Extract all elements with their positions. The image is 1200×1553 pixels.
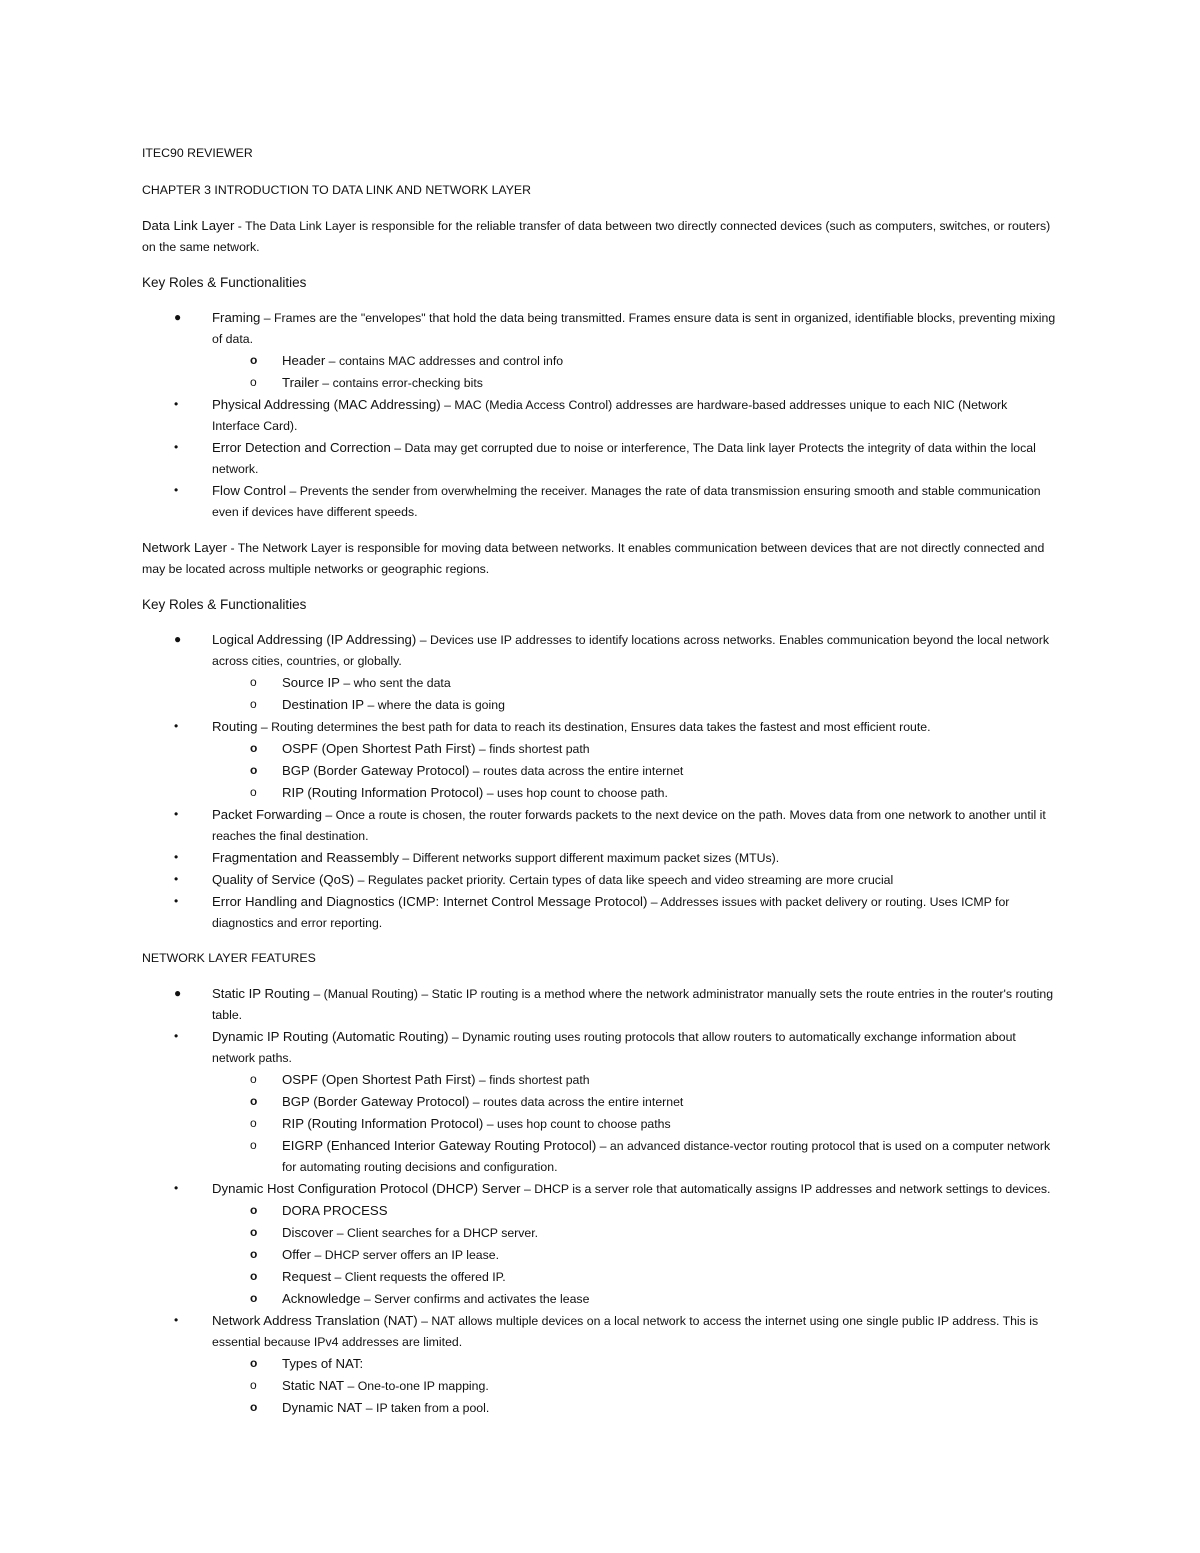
sub-item-term: Source IP — [282, 675, 340, 690]
bullet-icon: • — [174, 1313, 179, 1327]
circle-bullet-icon: o — [250, 1225, 258, 1239]
list-item — [142, 869, 1057, 891]
circle-bullet-icon: o — [250, 1378, 257, 1392]
circle-bullet-icon: o — [250, 763, 258, 777]
item-text: – Regulates packet priority. Certain types of data like speech and video streaming are more crucial — [354, 873, 894, 887]
sub-item-text: – IP taken from a pool. — [362, 1401, 490, 1415]
item-term: Flow Control — [212, 483, 287, 498]
bullet-icon: • — [174, 483, 179, 497]
bullet-icon: • — [174, 1181, 179, 1195]
features-heading: NETWORK LAYER FEATURES — [142, 951, 316, 965]
data-link-intro — [142, 215, 1057, 258]
sub-list-item — [212, 694, 1057, 716]
item-term: Framing — [212, 310, 261, 325]
item-text: – Data may get corrupted due to noise or interference, The Data link layer Protects the integrity of data within the local network. — [212, 441, 1036, 476]
sub-item-text: – uses hop count to choose path. — [483, 786, 668, 800]
sub-list-item — [212, 1135, 1057, 1178]
item-term: Physical Addressing (MAC Addressing) — [212, 397, 441, 412]
sub-list — [212, 1353, 1057, 1419]
circle-bullet-icon: o — [250, 1072, 257, 1086]
item-term: Routing — [212, 719, 258, 734]
sub-item-text: – Server confirms and activates the lease — [360, 1292, 590, 1306]
sub-item-term: Acknowledge — [282, 1291, 361, 1306]
sub-item-term: Request — [282, 1269, 332, 1284]
circle-bullet-icon: o — [250, 1203, 258, 1217]
list-item — [142, 1026, 1057, 1178]
sub-list — [212, 350, 1057, 394]
item-text: – Frames are the "envelopes" that hold the data being transmitted. Frames ensure data is sent in organized, identifiable blocks, preventing mixing of data. — [212, 311, 1056, 346]
list-item — [142, 983, 1057, 1026]
circle-bullet-icon: o — [250, 1138, 257, 1152]
data-link-term: Data Link Layer — [142, 218, 235, 233]
sub-item-text: – contains error-checking bits — [318, 376, 483, 390]
item-text: – Routing determines the best path for data to reach its destination, Ensures data takes the fastest and most efficient route. — [257, 720, 931, 734]
circle-bullet-icon: o — [250, 1400, 258, 1414]
circle-bullet-icon: o — [250, 1356, 258, 1370]
sub-item-term: Destination IP — [282, 697, 365, 712]
network-layer-text: - The Network Layer is responsible for moving data between networks. It enables communication between devices that are not directly connected and may be located across multiple networks or geographic regions. — [142, 541, 1045, 576]
sub-list-item — [212, 738, 1057, 760]
list-item — [142, 847, 1057, 869]
list-item — [142, 394, 1057, 437]
sub-item-term: EIGRP (Enhanced Interior Gateway Routing Protocol) — [282, 1138, 597, 1153]
item-term: Packet Forwarding — [212, 807, 322, 822]
sub-item-text: – routes data across the entire internet — [469, 1095, 684, 1109]
list-item — [142, 804, 1057, 847]
bullet-icon: • — [174, 1029, 179, 1043]
bullet-icon: ● — [174, 986, 182, 1000]
list-item — [142, 1178, 1057, 1310]
sub-item-term: BGP (Border Gateway Protocol) — [282, 1094, 470, 1109]
bullet-icon: • — [174, 872, 179, 886]
sub-item-term: Static NAT — [282, 1378, 345, 1393]
sub-item-text: – Client searches for a DHCP server. — [333, 1226, 539, 1240]
sub-list — [212, 672, 1057, 716]
chapter-heading: CHAPTER 3 INTRODUCTION TO DATA LINK AND NETWORK LAYER — [142, 183, 532, 197]
sub-item-term: OSPF (Open Shortest Path First) — [282, 1072, 476, 1087]
bullet-icon: • — [174, 719, 179, 733]
item-text: – Different networks support different maximum packet sizes (MTUs). — [398, 851, 780, 865]
sub-item-term: Offer — [282, 1247, 312, 1262]
sub-list-item — [212, 1222, 1057, 1244]
list-item — [142, 891, 1057, 934]
sub-list-item — [212, 1069, 1057, 1091]
sub-item-term: OSPF (Open Shortest Path First) — [282, 741, 476, 756]
bullet-icon: • — [174, 807, 179, 821]
sub-item-term: DORA PROCESS — [282, 1203, 388, 1218]
sub-item-term: RIP (Routing Information Protocol) — [282, 785, 484, 800]
item-text: – Dynamic routing uses routing protocols that allow routers to automatically exchange information about network paths. — [212, 1030, 1016, 1065]
data-link-roles-heading: Key Roles & Functionalities — [142, 275, 307, 290]
circle-bullet-icon: o — [250, 741, 258, 755]
sub-list — [212, 1069, 1057, 1178]
sub-item-text: – One-to-one IP mapping. — [344, 1379, 489, 1393]
item-term: Error Detection and Correction — [212, 440, 391, 455]
sub-list-item — [212, 1288, 1057, 1310]
sub-item-term: Types of NAT: — [282, 1356, 364, 1371]
item-text: – Prevents the sender from overwhelming the receiver. Manages the rate of data transmission ensuring smooth and stable communication even if devices have different speeds. — [212, 484, 1041, 519]
item-text: – (Manual Routing) – Static IP routing is a method where the network administrator manually sets the route entries in the router's routing table. — [212, 987, 1054, 1022]
sub-list-item — [212, 372, 1057, 394]
list-item — [142, 307, 1057, 394]
item-term: Error Handling and Diagnostics (ICMP: Internet Control Message Protocol) — [212, 894, 648, 909]
circle-bullet-icon: o — [250, 1094, 258, 1108]
features-list — [142, 983, 1057, 1419]
sub-list — [212, 1200, 1057, 1310]
bullet-icon: • — [174, 440, 179, 454]
sub-list-item — [212, 1375, 1057, 1397]
list-item — [142, 629, 1057, 716]
circle-bullet-icon: o — [250, 1116, 257, 1130]
circle-bullet-icon: o — [250, 353, 258, 367]
sub-list-item — [212, 1200, 1057, 1222]
item-text: – MAC (Media Access Control) addresses are hardware-based addresses unique to each NIC (Network Interface Card). — [212, 398, 1008, 433]
list-item — [142, 1310, 1057, 1419]
sub-list-item — [212, 1244, 1057, 1266]
sub-item-text: – where the data is going — [364, 698, 505, 712]
item-text: – Addresses issues with packet delivery or routing. Uses ICMP for diagnostics and error reporting. — [212, 895, 1010, 930]
item-term: Logical Addressing (IP Addressing) — [212, 632, 417, 647]
list-item — [142, 480, 1057, 523]
network-layer-term: Network Layer — [142, 540, 228, 555]
item-term: Quality of Service (QoS) — [212, 872, 355, 887]
circle-bullet-icon: o — [250, 697, 257, 711]
network-roles-heading: Key Roles & Functionalities — [142, 597, 307, 612]
sub-item-text: – routes data across the entire internet — [469, 764, 684, 778]
sub-item-term: BGP (Border Gateway Protocol) — [282, 763, 470, 778]
item-term: Dynamic IP Routing (Automatic Routing) — [212, 1029, 449, 1044]
sub-list — [212, 738, 1057, 804]
bullet-icon: ● — [174, 310, 182, 324]
bullet-icon: • — [174, 894, 179, 908]
bullet-icon: ● — [174, 632, 182, 646]
sub-list-item — [212, 1266, 1057, 1288]
item-term: Static IP Routing — [212, 986, 310, 1001]
sub-item-text: – contains MAC addresses and control info — [325, 354, 564, 368]
sub-item-term: Discover — [282, 1225, 334, 1240]
item-text: – Devices use IP addresses to identify locations across networks. Enables communication beyond the local network across cities, countries, or globally. — [212, 633, 1050, 668]
sub-list-item — [212, 350, 1057, 372]
circle-bullet-icon: o — [250, 1269, 258, 1283]
sub-item-term: Trailer — [282, 375, 319, 390]
network-layer-intro — [142, 537, 1057, 580]
sub-item-text: – an advanced distance-vector routing protocol that is used on a computer network for automating routing decisions and configuration. — [282, 1139, 1051, 1174]
sub-item-term: RIP (Routing Information Protocol) — [282, 1116, 484, 1131]
sub-list-item — [212, 1353, 1057, 1375]
item-text: – DHCP is a server role that automatically assigns IP addresses and network settings to devices. — [520, 1182, 1051, 1196]
sub-list-item — [212, 760, 1057, 782]
sub-list-item — [212, 1397, 1057, 1419]
data-link-text: - The Data Link Layer is responsible for the reliable transfer of data between two directly connected devices (such as computers, switches, or routers) on the same network. — [142, 219, 1051, 254]
sub-item-text: – uses hop count to choose paths — [483, 1117, 671, 1131]
sub-list-item — [212, 1091, 1057, 1113]
sub-item-text: – DHCP server offers an IP lease. — [311, 1248, 500, 1262]
item-text: – NAT allows multiple devices on a local network to access the internet using one single public IP address. This is essential because IPv4 addresses are limited. — [212, 1314, 1039, 1349]
circle-bullet-icon: o — [250, 1291, 258, 1305]
sub-item-term: Dynamic NAT — [282, 1400, 363, 1415]
document-title: ITEC90 REVIEWER — [142, 146, 253, 160]
item-text: – Once a route is chosen, the router forwards packets to the next device on the path. Moves data from one network to another until it reaches the final destination. — [212, 808, 1046, 843]
sub-item-text: – finds shortest path — [475, 742, 590, 756]
circle-bullet-icon: o — [250, 785, 257, 799]
bullet-icon: • — [174, 397, 179, 411]
circle-bullet-icon: o — [250, 375, 257, 389]
sub-list-item — [212, 1113, 1057, 1135]
data-link-roles-list — [142, 307, 1057, 523]
sub-item-term: Header — [282, 353, 326, 368]
sub-item-text: – who sent the data — [339, 676, 451, 690]
network-roles-list — [142, 629, 1057, 934]
list-item — [142, 716, 1057, 804]
circle-bullet-icon: o — [250, 1247, 258, 1261]
sub-list-item — [212, 672, 1057, 694]
sub-list-item — [212, 782, 1057, 804]
sub-item-text: – Client requests the offered IP. — [331, 1270, 506, 1284]
item-term: Fragmentation and Reassembly — [212, 850, 399, 865]
document-page — [142, 143, 1057, 1433]
bullet-icon: • — [174, 850, 179, 864]
circle-bullet-icon: o — [250, 675, 257, 689]
list-item — [142, 437, 1057, 480]
item-term: Dynamic Host Configuration Protocol (DHCP) Server — [212, 1181, 521, 1196]
item-term: Network Address Translation (NAT) — [212, 1313, 418, 1328]
sub-item-text: – finds shortest path — [475, 1073, 590, 1087]
